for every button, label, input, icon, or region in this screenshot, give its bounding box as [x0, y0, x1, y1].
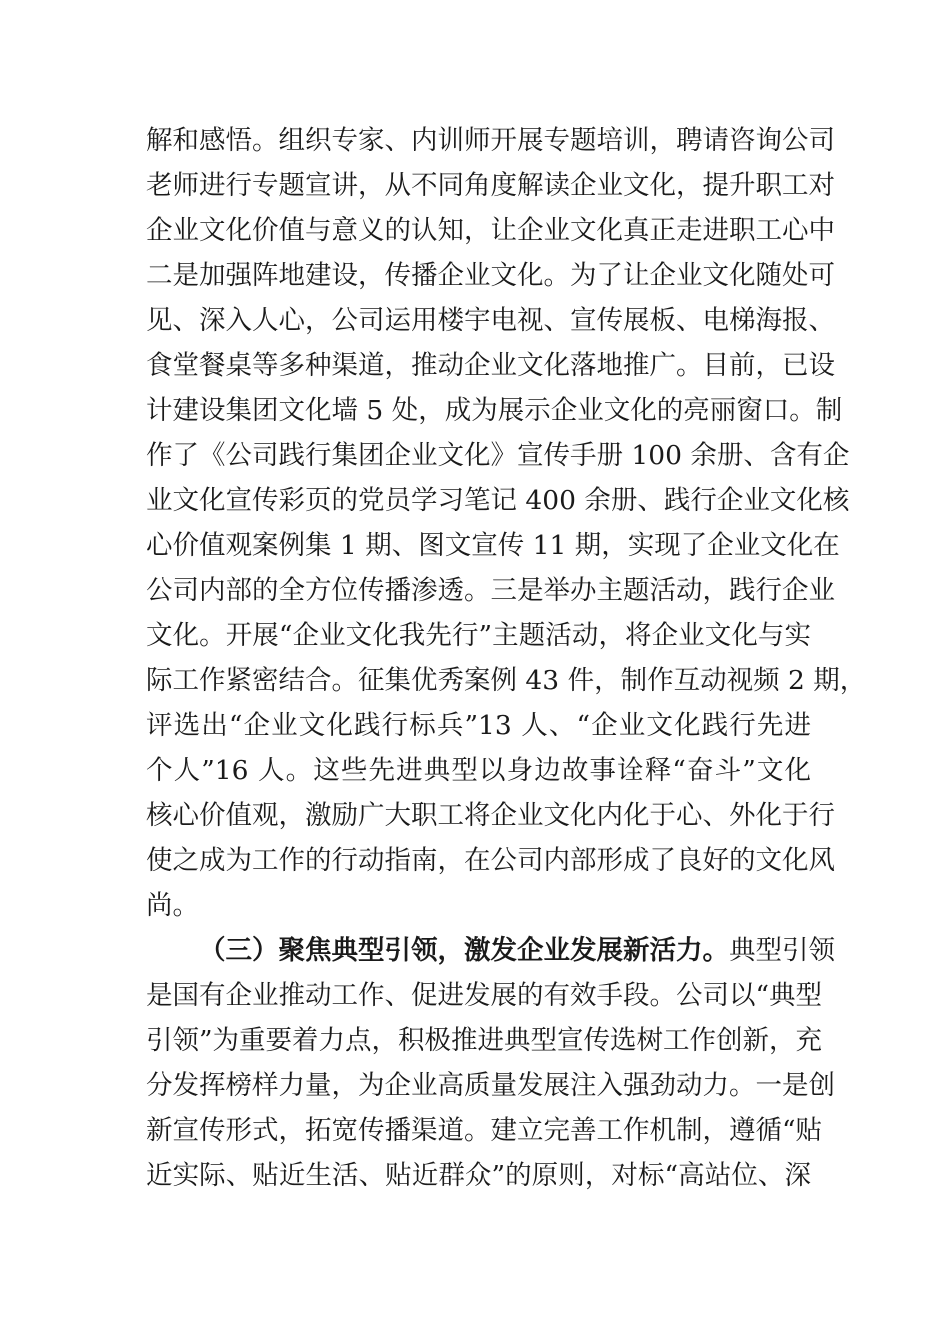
section-heading-continuation: 典型引领: [729, 935, 835, 966]
text-line: 个人”16 人。这些先进典型以身边故事诠释“奋斗”文化: [146, 755, 811, 786]
text-line: 解和感悟。组织专家、内训师开展专题培训，聘请咨询公司: [146, 125, 835, 156]
text-line: 心价值观案例集 1 期、图文宣传 11 期，实现了企业文化在: [146, 530, 840, 561]
text-line: 计建设集团文化墙 5 处，成为展示企业文化的亮丽窗口。制: [146, 395, 843, 426]
text-line: 新宣传形式，拓宽传播渠道。建立完善工作机制，遵循“贴: [146, 1115, 823, 1146]
text-line: 近实际、贴近生活、贴近群众”的原则，对标“高站位、深: [146, 1160, 811, 1191]
text-line: 际工作紧密结合。征集优秀案例 43 件，制作互动视频 2 期，: [146, 665, 867, 696]
section-heading-line: [146, 928, 835, 973]
text-line: 文化。开展“企业文化我先行”主题活动，将企业文化与实: [146, 620, 811, 651]
text-line: 使之成为工作的行动指南，在公司内部形成了良好的文化风: [146, 845, 835, 876]
text-line: 业文化宣传彩页的党员学习笔记 400 余册、践行企业文化核: [146, 485, 850, 516]
text-line: 二是加强阵地建设，传播企业文化。为了让企业文化随处可: [146, 260, 835, 291]
text-line: 评选出“企业文化践行标兵”13 人、“企业文化践行先进: [146, 710, 811, 741]
text-line: 是国有企业推动工作、促进发展的有效手段。公司以“典型: [146, 980, 823, 1011]
text-line: 核心价值观，激励广大职工将企业文化内化于心、外化于行: [146, 800, 835, 831]
text-line: 食堂餐桌等多种渠道，推动企业文化落地推广。目前，已设: [146, 350, 835, 381]
text-line: 分发挥榜样力量，为企业高质量发展注入强劲动力。一是创: [146, 1070, 835, 1101]
section-heading: （三）聚焦典型引领，激发企业发展新活力。: [199, 935, 729, 966]
text-line: 公司内部的全方位传播渗透。三是举办主题活动，践行企业: [146, 575, 835, 606]
text-line: 引领”为重要着力点，积极推进典型宣传选树工作创新，充: [146, 1025, 823, 1056]
text-line: 作了《公司践行集团企业文化》宣传手册 100 余册、含有企: [146, 440, 850, 471]
text-line: 见、深入人心，公司运用楼宇电视、宣传展板、电梯海报、: [146, 305, 835, 336]
body-text: [146, 118, 867, 1198]
text-line: 老师进行专题宣讲，从不同角度解读企业文化，提升职工对: [146, 170, 835, 201]
text-line: 尚。: [146, 890, 199, 921]
text-line: 企业文化价值与意义的认知，让企业文化真正走进职工心中: [146, 215, 835, 246]
